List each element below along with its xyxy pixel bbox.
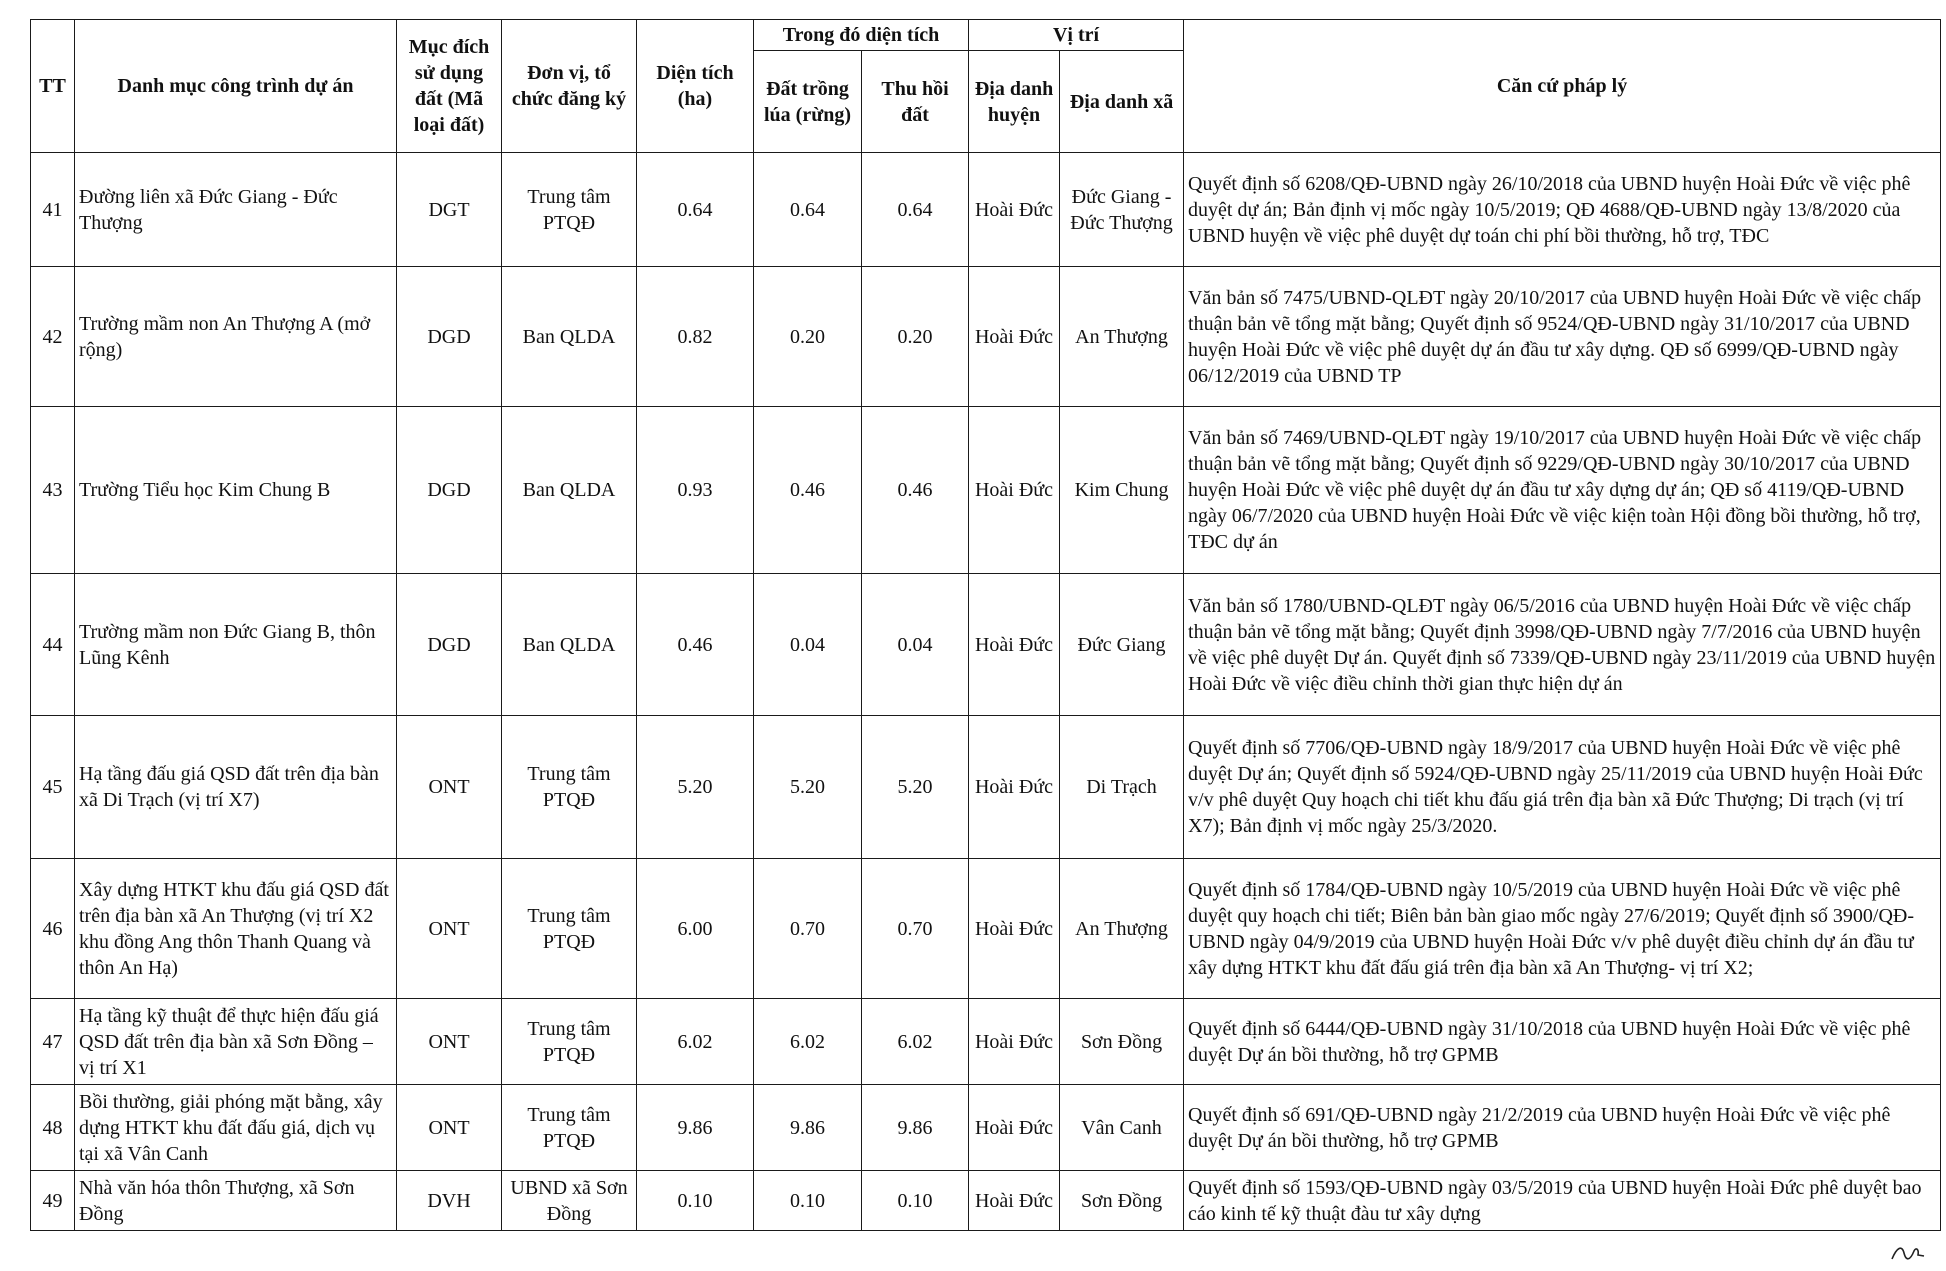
- header-project-name: Danh mục công trình dự án: [75, 20, 397, 153]
- cell-project: Trường Tiểu học Kim Chung B: [75, 407, 397, 574]
- cell-commune: Sơn Đồng: [1060, 999, 1184, 1085]
- cell-purpose: DVH: [397, 1171, 502, 1231]
- cell-purpose: ONT: [397, 999, 502, 1085]
- header-legal-basis: Căn cứ pháp lý: [1184, 20, 1941, 153]
- cell-legal-basis: Quyết định số 691/QĐ-UBND ngày 21/2/2019 của UBND huyện Hoài Đức về việc phê duyệt Dự án bồi thường, hỗ trợ GPMB: [1184, 1085, 1941, 1171]
- cell-area: 9.86: [637, 1085, 754, 1171]
- cell-project: Đường liên xã Đức Giang - Đức Thượng: [75, 153, 397, 267]
- cell-legal-basis: Văn bản số 7475/UBND-QLĐT ngày 20/10/2017 của UBND huyện Hoài Đức về việc chấp thuận bản vẽ tổng mặt bằng; Quyết định số 9524/QĐ-UBND ngày 31/10/2017 của UBND huyện Hoài Đức về việc phê duyệt dự án đầu tư xây dựng. QĐ số 6999/QĐ-UBND ngày 06/12/2019 của UBND TP: [1184, 267, 1941, 407]
- cell-purpose: ONT: [397, 859, 502, 999]
- cell-recovered-land: 0.64: [862, 153, 969, 267]
- cell-legal-basis: Quyết định số 7706/QĐ-UBND ngày 18/9/2017 của UBND huyện Hoài Đức về việc phê duyệt Dự án; Quyết định số 5924/QĐ-UBND ngày 25/11/2019 của UBND huyện Hoài Đức v/v phê duyệt Quy hoạch chi tiết khu đấu giá trên địa bàn xã Đức Thượng; Di trạch (vị trí X7); Bản định vị mốc ngày 25/3/2020.: [1184, 716, 1941, 859]
- cell-district: Hoài Đức: [969, 999, 1060, 1085]
- cell-commune: Đức Giang - Đức Thượng: [1060, 153, 1184, 267]
- cell-unit: Ban QLDA: [502, 407, 637, 574]
- cell-recovered-land: 0.46: [862, 407, 969, 574]
- cell-purpose: DGD: [397, 574, 502, 716]
- cell-district: Hoài Đức: [969, 267, 1060, 407]
- cell-commune: Di Trạch: [1060, 716, 1184, 859]
- cell-purpose: DGD: [397, 267, 502, 407]
- cell-purpose: ONT: [397, 716, 502, 859]
- cell-district: Hoài Đức: [969, 716, 1060, 859]
- cell-legal-basis: Văn bản số 7469/UBND-QLĐT ngày 19/10/2017 của UBND huyện Hoài Đức về việc chấp thuận bản vẽ tổng mặt bằng; Quyết định số 9229/QĐ-UBND ngày 30/10/2017 của UBND huyện Hoài Đức về việc phê duyệt dự án đầu tư xây dựng dự án; QĐ số 4119/QĐ-UBND ngày 06/7/2020 của UBND huyện Hoài Đức về việc kiện toàn Hội đồng bồi thường, hỗ trợ, TĐC dự án: [1184, 407, 1941, 574]
- table-header: [31, 20, 1941, 153]
- cell-rice-land: 0.04: [754, 574, 862, 716]
- cell-recovered-land: 0.70: [862, 859, 969, 999]
- cell-recovered-land: 5.20: [862, 716, 969, 859]
- table-row: [31, 1085, 1941, 1171]
- cell-unit: Ban QLDA: [502, 574, 637, 716]
- cell-commune: Kim Chung: [1060, 407, 1184, 574]
- cell-area: 0.46: [637, 574, 754, 716]
- cell-recovered-land: 0.04: [862, 574, 969, 716]
- cell-rice-land: 0.20: [754, 267, 862, 407]
- header-registering-unit: Đơn vị, tổ chức đăng ký: [502, 20, 637, 153]
- cell-district: Hoài Đức: [969, 574, 1060, 716]
- cell-unit: Ban QLDA: [502, 267, 637, 407]
- cell-tt: 44: [31, 574, 75, 716]
- table-body: [31, 153, 1941, 1231]
- handwritten-signature-mark: [1888, 1239, 1928, 1265]
- cell-rice-land: 0.46: [754, 407, 862, 574]
- table-row: [31, 1171, 1941, 1231]
- cell-tt: 49: [31, 1171, 75, 1231]
- table-row: [31, 407, 1941, 574]
- cell-tt: 45: [31, 716, 75, 859]
- header-recovered-land: Thu hồi đất: [862, 51, 969, 153]
- land-use-projects-table: [30, 19, 1941, 1231]
- cell-project: Hạ tầng đấu giá QSD đất trên địa bàn xã Di Trạch (vị trí X7): [75, 716, 397, 859]
- cell-recovered-land: 9.86: [862, 1085, 969, 1171]
- cell-recovered-land: 0.10: [862, 1171, 969, 1231]
- table-row: [31, 153, 1941, 267]
- header-rice-land: Đất trồng lúa (rừng): [754, 51, 862, 153]
- cell-commune: An Thượng: [1060, 267, 1184, 407]
- cell-legal-basis: Quyết định số 6208/QĐ-UBND ngày 26/10/2018 của UBND huyện Hoài Đức về việc phê duyệt dự án; Bản định vị mốc ngày 10/5/2019; QĐ 4688/QĐ-UBND ngày 13/8/2020 của UBND huyện về việc phê duyệt dự toán chi phí bồi thường, hỗ trợ, TĐC: [1184, 153, 1941, 267]
- header-tt: TT: [31, 20, 75, 153]
- table-row: [31, 574, 1941, 716]
- cell-project: Nhà văn hóa thôn Thượng, xã Sơn Đồng: [75, 1171, 397, 1231]
- cell-commune: Vân Canh: [1060, 1085, 1184, 1171]
- cell-legal-basis: Quyết định số 1593/QĐ-UBND ngày 03/5/2019 của UBND huyện Hoài Đức phê duyệt bao cáo kinh tế kỹ thuật đàu tư xây dựng: [1184, 1171, 1941, 1231]
- header-district: Địa danh huyện: [969, 51, 1060, 153]
- cell-tt: 42: [31, 267, 75, 407]
- cell-district: Hoài Đức: [969, 1171, 1060, 1231]
- cell-legal-basis: Quyết định số 1784/QĐ-UBND ngày 10/5/2019 của UBND huyện Hoài Đức về việc phê duyệt quy hoạch chi tiết; Biên bản bàn giao mốc ngày 27/6/2019; Quyết định số 3900/QĐ-UBND ngày 04/9/2019 của UBND huyện Hoài Đức v/v phê duyệt điều chỉnh dự án đầu tư xây dựng HTKT khu đất đấu giá trên địa bàn xã An Thượng- vị trí X2;: [1184, 859, 1941, 999]
- header-including-area-group: Trong đó diện tích: [754, 20, 969, 51]
- cell-tt: 48: [31, 1085, 75, 1171]
- cell-purpose: ONT: [397, 1085, 502, 1171]
- cell-tt: 47: [31, 999, 75, 1085]
- table-row: [31, 267, 1941, 407]
- cell-project: Bồi thường, giải phóng mặt bằng, xây dựng HTKT khu đất đấu giá, dịch vụ tại xã Vân Canh: [75, 1085, 397, 1171]
- cell-commune: Sơn Đồng: [1060, 1171, 1184, 1231]
- cell-unit: Trung tâm PTQĐ: [502, 999, 637, 1085]
- cell-commune: An Thượng: [1060, 859, 1184, 999]
- header-area: Diện tích (ha): [637, 20, 754, 153]
- cell-tt: 43: [31, 407, 75, 574]
- cell-purpose: DGT: [397, 153, 502, 267]
- cell-district: Hoài Đức: [969, 153, 1060, 267]
- cell-tt: 41: [31, 153, 75, 267]
- cell-area: 0.10: [637, 1171, 754, 1231]
- cell-area: 0.82: [637, 267, 754, 407]
- cell-rice-land: 0.10: [754, 1171, 862, 1231]
- cell-project: Trường mầm non Đức Giang B, thôn Lũng Kênh: [75, 574, 397, 716]
- cell-recovered-land: 6.02: [862, 999, 969, 1085]
- cell-rice-land: 0.64: [754, 153, 862, 267]
- table-row: [31, 859, 1941, 999]
- cell-unit: Trung tâm PTQĐ: [502, 859, 637, 999]
- cell-area: 6.02: [637, 999, 754, 1085]
- cell-area: 6.00: [637, 859, 754, 999]
- cell-rice-land: 5.20: [754, 716, 862, 859]
- cell-legal-basis: Quyết định số 6444/QĐ-UBND ngày 31/10/2018 của UBND huyện Hoài Đức về việc phê duyệt Dự án bồi thường, hỗ trợ GPMB: [1184, 999, 1941, 1085]
- cell-district: Hoài Đức: [969, 407, 1060, 574]
- table-row: [31, 716, 1941, 859]
- cell-area: 5.20: [637, 716, 754, 859]
- cell-project: Trường mầm non An Thượng A (mở rộng): [75, 267, 397, 407]
- header-location-group: Vị trí: [969, 20, 1184, 51]
- table-row: [31, 999, 1941, 1085]
- cell-unit: UBND xã Sơn Đồng: [502, 1171, 637, 1231]
- cell-rice-land: 0.70: [754, 859, 862, 999]
- cell-district: Hoài Đức: [969, 1085, 1060, 1171]
- cell-recovered-land: 0.20: [862, 267, 969, 407]
- cell-district: Hoài Đức: [969, 859, 1060, 999]
- cell-area: 0.93: [637, 407, 754, 574]
- cell-commune: Đức Giang: [1060, 574, 1184, 716]
- cell-legal-basis: Văn bản số 1780/UBND-QLĐT ngày 06/5/2016 của UBND huyện Hoài Đức về việc chấp thuận bản vẽ tổng mặt bằng; Quyết định 3998/QĐ-UBND ngày 7/7/2016 của UBND huyện về việc phê duyệt Dự án. Quyết định số 7339/QĐ-UBND ngày 23/11/2019 của UBND huyện Hoài Đức về việc điều chỉnh thời gian thực hiện dự án: [1184, 574, 1941, 716]
- cell-project: Xây dựng HTKT khu đấu giá QSD đất trên địa bàn xã An Thượng (vị trí X2 khu đồng Ang thôn Thanh Quang và thôn An Hạ): [75, 859, 397, 999]
- header-commune: Địa danh xã: [1060, 51, 1184, 153]
- cell-tt: 46: [31, 859, 75, 999]
- cell-rice-land: 9.86: [754, 1085, 862, 1171]
- cell-rice-land: 6.02: [754, 999, 862, 1085]
- cell-project: Hạ tầng kỹ thuật để thực hiện đấu giá QSD đất trên địa bàn xã Sơn Đồng – vị trí X1: [75, 999, 397, 1085]
- cell-unit: Trung tâm PTQĐ: [502, 1085, 637, 1171]
- header-land-use-purpose: Mục đích sử dụng đất (Mã loại đất): [397, 20, 502, 153]
- cell-purpose: DGD: [397, 407, 502, 574]
- cell-unit: Trung tâm PTQĐ: [502, 716, 637, 859]
- cell-area: 0.64: [637, 153, 754, 267]
- cell-unit: Trung tâm PTQĐ: [502, 153, 637, 267]
